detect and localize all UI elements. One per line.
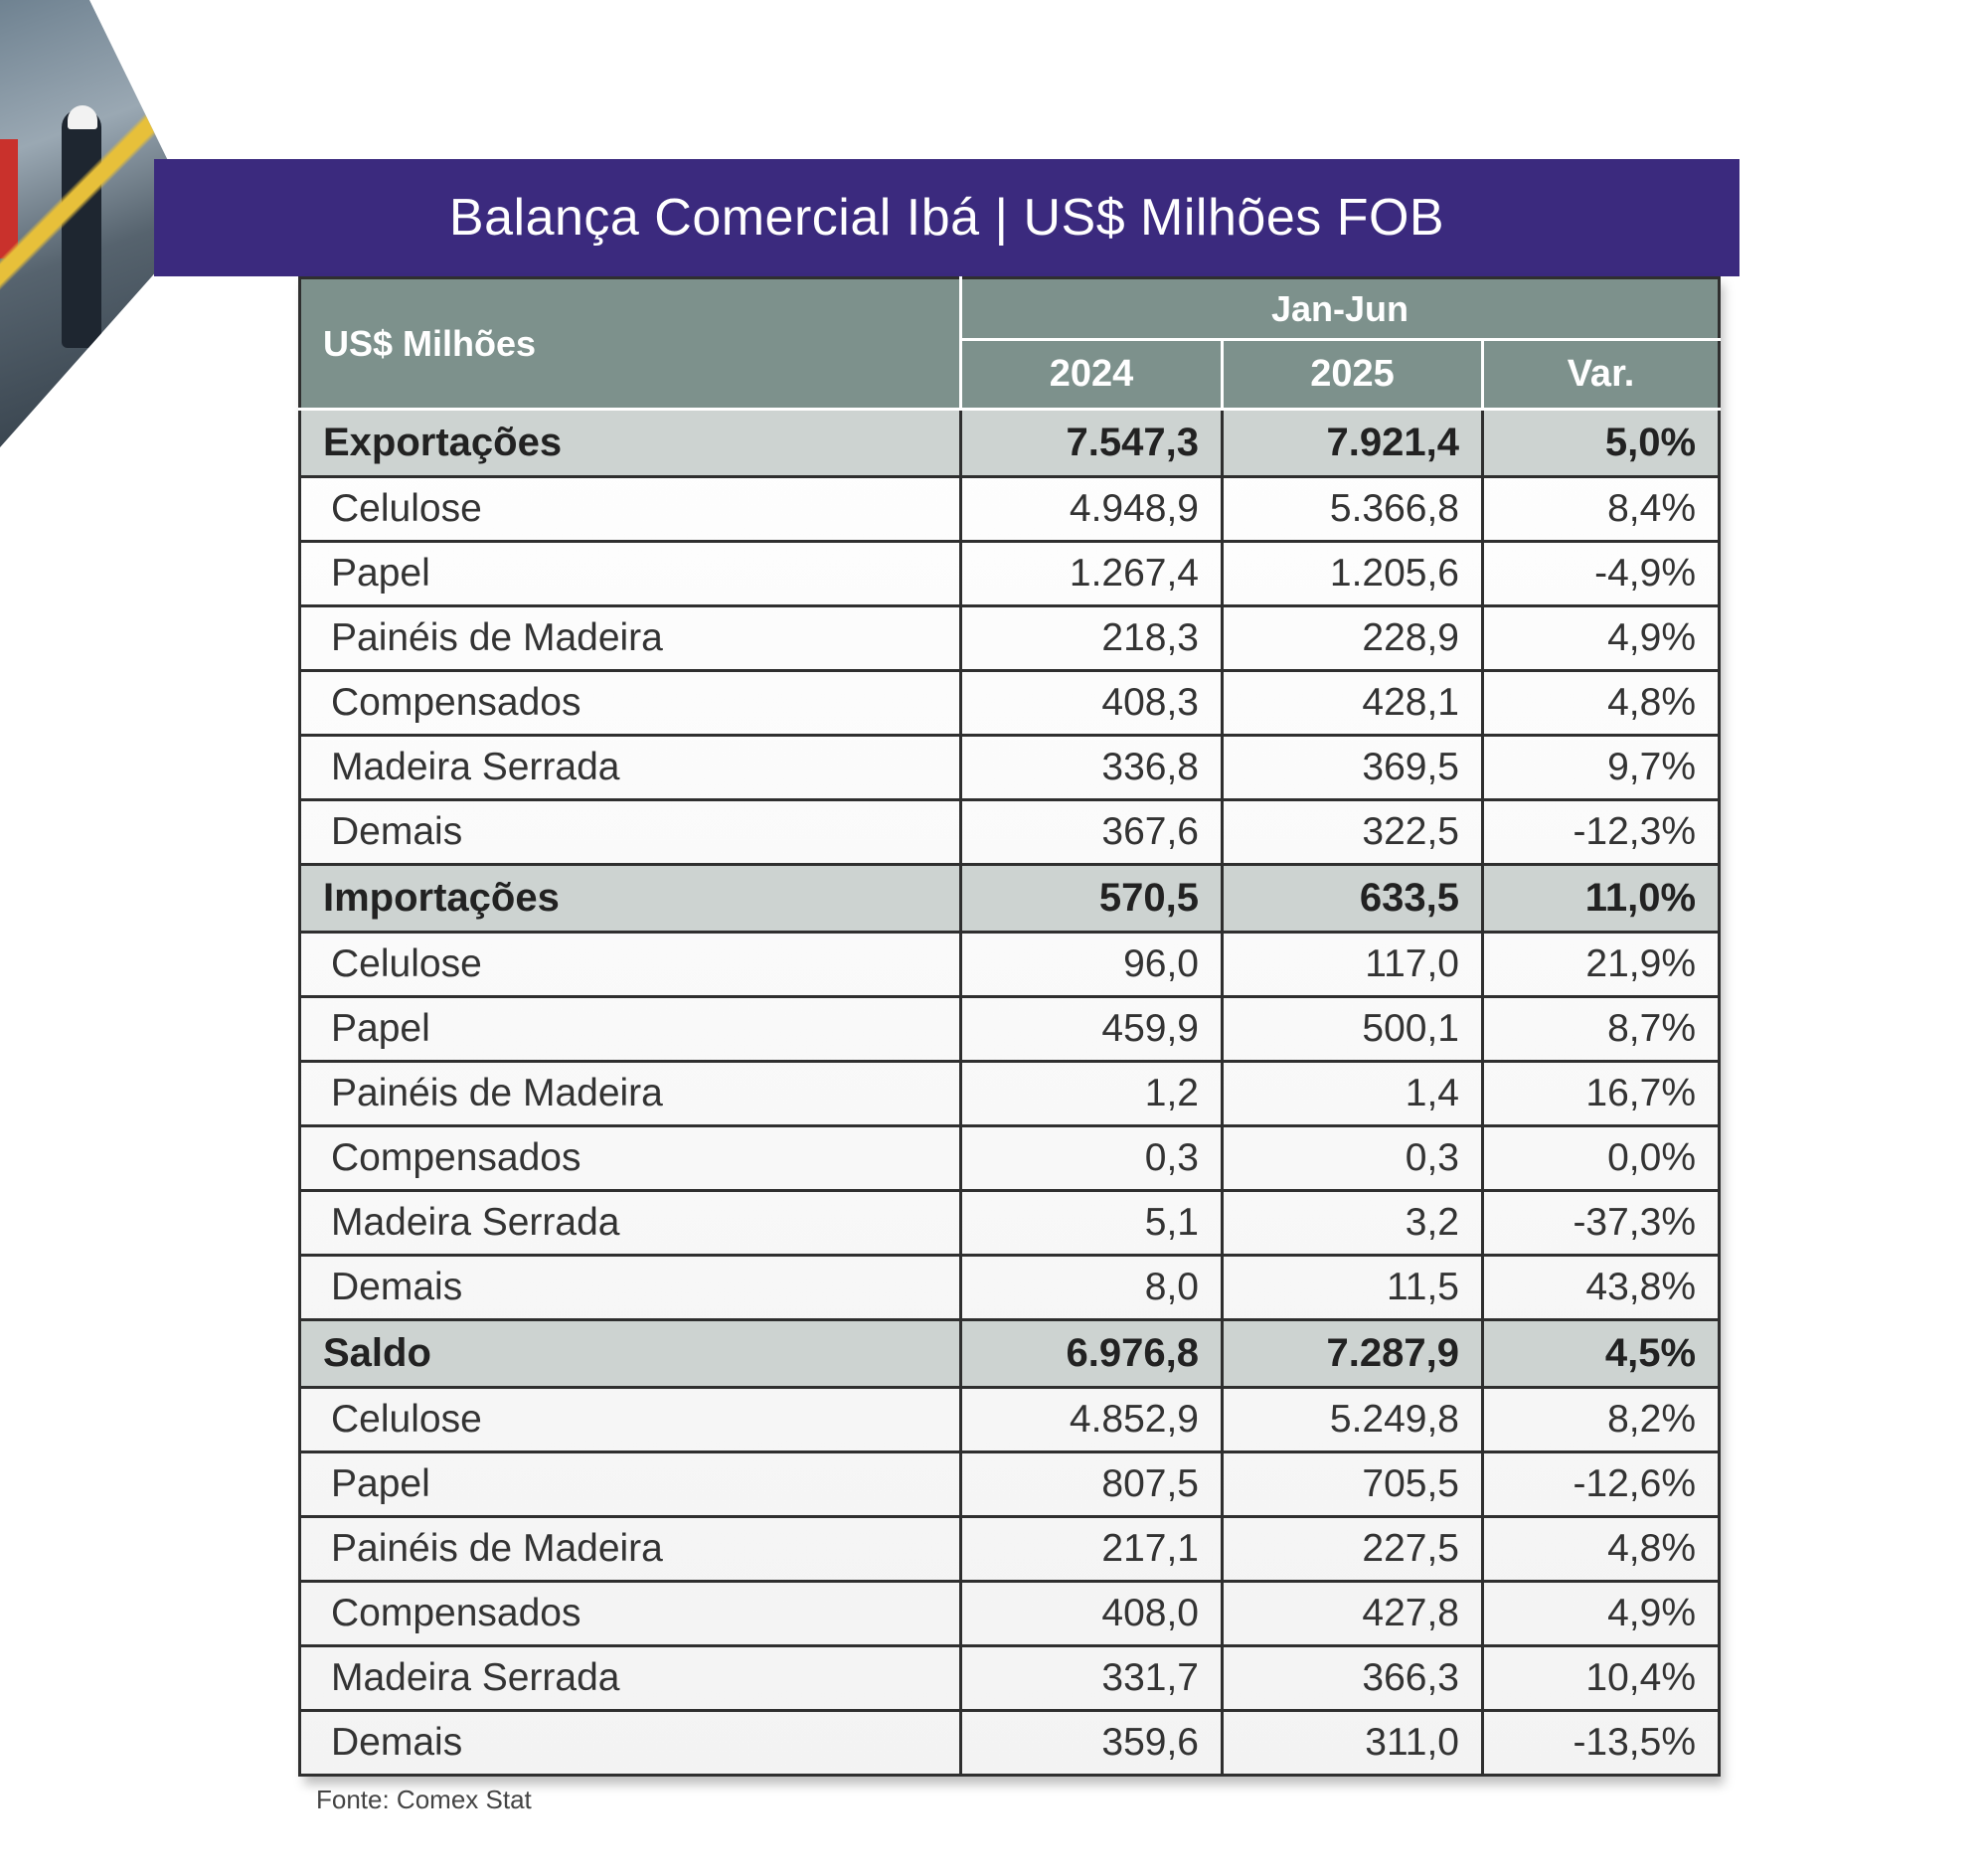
row-label: Compensados bbox=[300, 671, 961, 736]
row-label: Demais bbox=[300, 800, 961, 865]
row-label: Papel bbox=[300, 1452, 961, 1517]
value-2025: 11,5 bbox=[1223, 1256, 1483, 1320]
value-2025: 428,1 bbox=[1223, 671, 1483, 736]
value-2025: 3,2 bbox=[1223, 1191, 1483, 1256]
row-label: Papel bbox=[300, 997, 961, 1062]
banner-title: Balança Comercial Ibá | US$ Milhões FOB bbox=[448, 189, 1445, 247]
value-2025: 228,9 bbox=[1223, 606, 1483, 671]
value-var: 4,9% bbox=[1483, 606, 1720, 671]
table-row bbox=[300, 997, 1720, 1062]
column-header-var: Var. bbox=[1483, 340, 1720, 410]
value-2024: 4.852,9 bbox=[961, 1388, 1223, 1452]
value-2024: 5,1 bbox=[961, 1191, 1223, 1256]
value-2024: 4.948,9 bbox=[961, 477, 1223, 542]
table-row bbox=[300, 1256, 1720, 1320]
row-label: Demais bbox=[300, 1256, 961, 1320]
value-2025: 227,5 bbox=[1223, 1517, 1483, 1582]
value-2024: 408,3 bbox=[961, 671, 1223, 736]
row-label: Madeira Serrada bbox=[300, 736, 961, 800]
value-var: 43,8% bbox=[1483, 1256, 1720, 1320]
value-2024: 6.976,8 bbox=[961, 1320, 1223, 1388]
value-2024: 1.267,4 bbox=[961, 542, 1223, 606]
table-row bbox=[300, 1126, 1720, 1191]
row-label: Importações bbox=[300, 865, 961, 933]
value-2025: 117,0 bbox=[1223, 933, 1483, 997]
row-label: Exportações bbox=[300, 410, 961, 477]
value-2025: 705,5 bbox=[1223, 1452, 1483, 1517]
table-row bbox=[300, 542, 1720, 606]
value-var: 8,4% bbox=[1483, 477, 1720, 542]
column-header-2025: 2025 bbox=[1223, 340, 1483, 410]
row-label: Saldo bbox=[300, 1320, 961, 1388]
value-var: 8,7% bbox=[1483, 997, 1720, 1062]
value-var: 16,7% bbox=[1483, 1062, 1720, 1126]
value-2024: 217,1 bbox=[961, 1517, 1223, 1582]
value-var: 4,5% bbox=[1483, 1320, 1720, 1388]
value-2024: 1,2 bbox=[961, 1062, 1223, 1126]
value-2024: 336,8 bbox=[961, 736, 1223, 800]
table-row bbox=[300, 1646, 1720, 1711]
trade-balance-table-wrap bbox=[298, 276, 1718, 1777]
row-label: Papel bbox=[300, 542, 961, 606]
value-var: 9,7% bbox=[1483, 736, 1720, 800]
table-row bbox=[300, 1517, 1720, 1582]
section-row bbox=[300, 410, 1720, 477]
row-label: Painéis de Madeira bbox=[300, 606, 961, 671]
table-row bbox=[300, 800, 1720, 865]
value-2024: 359,6 bbox=[961, 1711, 1223, 1776]
row-label: Compensados bbox=[300, 1126, 961, 1191]
table-row bbox=[300, 477, 1720, 542]
value-2024: 807,5 bbox=[961, 1452, 1223, 1517]
title-banner bbox=[154, 159, 1740, 276]
value-2025: 5.249,8 bbox=[1223, 1388, 1483, 1452]
value-var: 4,9% bbox=[1483, 1582, 1720, 1646]
value-2024: 8,0 bbox=[961, 1256, 1223, 1320]
value-var: 10,4% bbox=[1483, 1646, 1720, 1711]
row-label: Madeira Serrada bbox=[300, 1646, 961, 1711]
source-note: Fonte: Comex Stat bbox=[316, 1785, 532, 1814]
value-2025: 1,4 bbox=[1223, 1062, 1483, 1126]
section-row bbox=[300, 865, 1720, 933]
period-header: Jan-Jun bbox=[961, 278, 1720, 340]
table-row bbox=[300, 1582, 1720, 1646]
value-var: -13,5% bbox=[1483, 1711, 1720, 1776]
row-label: Celulose bbox=[300, 477, 961, 542]
value-2024: 7.547,3 bbox=[961, 410, 1223, 477]
row-label: Painéis de Madeira bbox=[300, 1062, 961, 1126]
table-row bbox=[300, 1388, 1720, 1452]
value-2024: 459,9 bbox=[961, 997, 1223, 1062]
table-row bbox=[300, 1711, 1720, 1776]
row-label: Madeira Serrada bbox=[300, 1191, 961, 1256]
value-2024: 96,0 bbox=[961, 933, 1223, 997]
row-label: Celulose bbox=[300, 933, 961, 997]
column-header-2024: 2024 bbox=[961, 340, 1223, 410]
row-label: Celulose bbox=[300, 1388, 961, 1452]
table-row bbox=[300, 933, 1720, 997]
value-var: 5,0% bbox=[1483, 410, 1720, 477]
value-2025: 7.287,9 bbox=[1223, 1320, 1483, 1388]
value-2025: 500,1 bbox=[1223, 997, 1483, 1062]
value-var: -12,6% bbox=[1483, 1452, 1720, 1517]
row-label: Painéis de Madeira bbox=[300, 1517, 961, 1582]
value-2024: 218,3 bbox=[961, 606, 1223, 671]
value-var: 21,9% bbox=[1483, 933, 1720, 997]
value-2024: 408,0 bbox=[961, 1582, 1223, 1646]
value-var: 4,8% bbox=[1483, 1517, 1720, 1582]
value-2024: 367,6 bbox=[961, 800, 1223, 865]
value-2025: 369,5 bbox=[1223, 736, 1483, 800]
value-2025: 322,5 bbox=[1223, 800, 1483, 865]
value-2025: 7.921,4 bbox=[1223, 410, 1483, 477]
section-row bbox=[300, 1320, 1720, 1388]
value-2025: 427,8 bbox=[1223, 1582, 1483, 1646]
value-2024: 0,3 bbox=[961, 1126, 1223, 1191]
table-row bbox=[300, 1191, 1720, 1256]
value-var: 11,0% bbox=[1483, 865, 1720, 933]
label-column-header: US$ Milhões bbox=[300, 278, 961, 410]
value-2025: 366,3 bbox=[1223, 1646, 1483, 1711]
table-row bbox=[300, 671, 1720, 736]
value-2025: 5.366,8 bbox=[1223, 477, 1483, 542]
value-2024: 331,7 bbox=[961, 1646, 1223, 1711]
value-2025: 633,5 bbox=[1223, 865, 1483, 933]
value-2025: 0,3 bbox=[1223, 1126, 1483, 1191]
value-var: -12,3% bbox=[1483, 800, 1720, 865]
value-var: 0,0% bbox=[1483, 1126, 1720, 1191]
value-2025: 311,0 bbox=[1223, 1711, 1483, 1776]
value-2024: 570,5 bbox=[961, 865, 1223, 933]
row-label: Compensados bbox=[300, 1582, 961, 1646]
table-row bbox=[300, 1062, 1720, 1126]
value-var: 4,8% bbox=[1483, 671, 1720, 736]
table-row bbox=[300, 606, 1720, 671]
row-label: Demais bbox=[300, 1711, 961, 1776]
value-var: -4,9% bbox=[1483, 542, 1720, 606]
trade-balance-table bbox=[298, 276, 1721, 1777]
value-var: -37,3% bbox=[1483, 1191, 1720, 1256]
table-row bbox=[300, 736, 1720, 800]
table-body bbox=[300, 410, 1720, 1776]
table-row bbox=[300, 1452, 1720, 1517]
value-2025: 1.205,6 bbox=[1223, 542, 1483, 606]
value-var: 8,2% bbox=[1483, 1388, 1720, 1452]
